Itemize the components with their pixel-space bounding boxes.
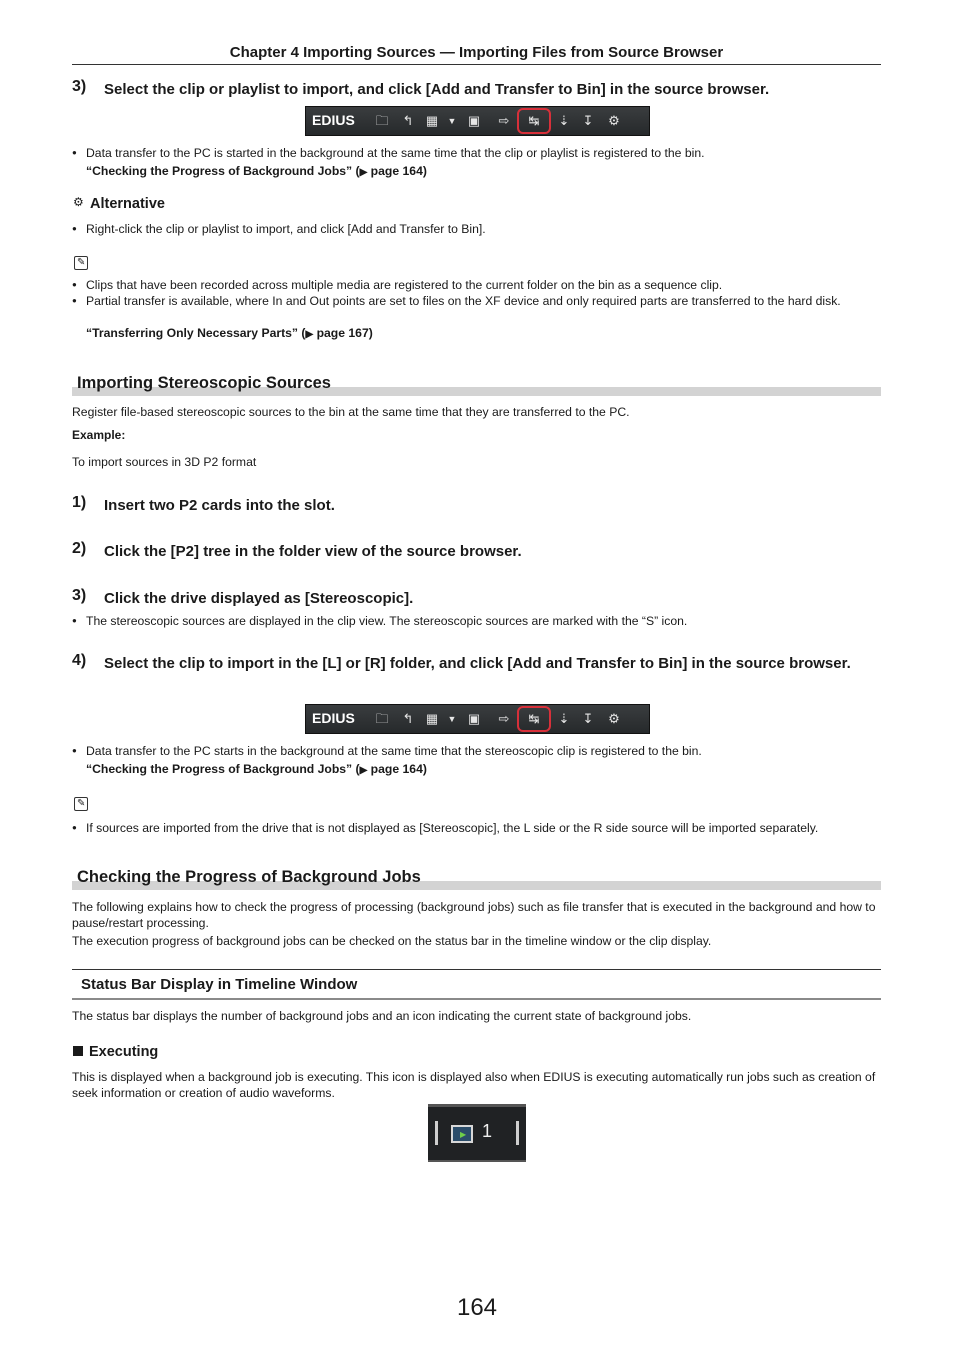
ref-page: page 164) bbox=[367, 762, 427, 776]
step-text: Insert two P2 cards into the slot. bbox=[104, 497, 335, 514]
section-heading bbox=[72, 374, 881, 396]
job-count: 1 bbox=[482, 1121, 493, 1141]
executing-heading bbox=[73, 1044, 158, 1060]
step-text: Select the clip or playlist to import, and click [Add and Transfer to Bin] in the source browser. bbox=[104, 81, 770, 98]
step-number: 3) bbox=[72, 78, 87, 95]
ref-page: page 167) bbox=[313, 326, 373, 340]
section-title: Checking the Progress of Background Jobs bbox=[77, 868, 421, 886]
download-icon: ⇣ bbox=[558, 711, 570, 726]
paragraph: The status bar displays the number of background jobs and an icon indicating the current state of background jobs. bbox=[72, 1009, 692, 1023]
cross-reference[interactable] bbox=[86, 325, 373, 343]
bullet-item: ● The stereoscopic sources are displayed in the clip view. The stereoscopic sources are marked with the “S” icon. bbox=[72, 613, 882, 629]
highlight-ring bbox=[517, 706, 551, 732]
import-icon: ↧ bbox=[582, 711, 594, 726]
highlight-ring bbox=[517, 108, 551, 134]
executing-title: Executing bbox=[89, 1044, 159, 1060]
paragraph: Register file-based stereoscopic sources to the bin at the same time that they are transferred to the PC. bbox=[72, 405, 630, 419]
separator bbox=[516, 1121, 519, 1145]
folder-icon: 🗀 bbox=[375, 711, 389, 726]
alternative-title: Alternative bbox=[90, 196, 165, 212]
section-heading bbox=[72, 868, 881, 890]
paragraph: This is displayed when a background job is executing. This icon is displayed also when EDIUS is executing automatically run jobs such as creation of seek information or creation of audio waveforms. bbox=[72, 1070, 876, 1100]
cross-reference[interactable] bbox=[86, 761, 427, 779]
add-and-transfer-icon: ↹ bbox=[528, 711, 540, 726]
arrow-icon: ▶ bbox=[359, 167, 368, 178]
step-number: 3) bbox=[72, 587, 87, 604]
bullet-item: ● Clips that have been recorded across multiple media are registered to the current folder on the bin as a sequence clip. bbox=[72, 277, 882, 293]
subsection-heading bbox=[72, 969, 881, 1000]
up-folder-icon: ↰ bbox=[402, 711, 414, 726]
note-icon: ✎ bbox=[74, 256, 88, 270]
folder-icon: 🗀 bbox=[375, 113, 389, 128]
add-to-bin-icon: ⇨ bbox=[498, 711, 510, 726]
example-text: To import sources in 3D P2 format bbox=[72, 455, 257, 469]
tools-icon: ⚙ bbox=[608, 711, 620, 726]
paragraph: The following explains how to check the progress of processing (background jobs) such as file transfer that is executed in the background and how to pause/restart processing. bbox=[72, 900, 876, 930]
download-icon: ⇣ bbox=[558, 113, 570, 128]
step-number: 2) bbox=[72, 540, 87, 557]
import-icon: ↧ bbox=[582, 113, 594, 128]
edius-logo: EDIUS bbox=[312, 710, 355, 726]
add-to-bin-icon: ⇨ bbox=[498, 113, 510, 128]
example-label: Example: bbox=[72, 428, 126, 442]
bullet-item: ● Right-click the clip or playlist to import, and click [Add and Transfer to Bin]. bbox=[72, 221, 882, 237]
dropdown-icon: ▼ bbox=[447, 116, 457, 126]
bullet-item: ● If sources are imported from the drive that is not displayed as [Stereoscopic], the L side or the R side source will be imported separately. bbox=[72, 820, 882, 836]
paragraph: The execution progress of background jobs can be checked on the status bar in the timeline window or the clip display. bbox=[72, 934, 712, 948]
ref-page: page 164) bbox=[367, 164, 427, 178]
step-text: Select the clip to import in the [L] or [R] folder, and click [Add and Transfer to Bin] in the source browser. bbox=[104, 655, 851, 672]
ref-text: “Transferring Only Necessary Parts” ( bbox=[86, 326, 306, 340]
arrow-icon: ▶ bbox=[359, 765, 368, 776]
alternative-icon: ⚙ bbox=[73, 195, 84, 209]
bullet-item: ● Data transfer to the PC starts in the background at the same time that the stereoscopic clip is registered to the bin. bbox=[72, 743, 882, 759]
section-title: Importing Stereoscopic Sources bbox=[77, 374, 331, 392]
source-browser-toolbar bbox=[305, 704, 650, 734]
bullet-item: ● Partial transfer is available, where In and Out points are set to files on the XF device and only required parts are transferred to the hard disk. bbox=[72, 293, 882, 309]
window-icon: ▣ bbox=[467, 711, 481, 726]
chapter-header: Chapter 4 Importing Sources — Importing Files from Source Browser bbox=[72, 44, 881, 65]
view-grid-icon: ▦ bbox=[425, 113, 439, 128]
square-bullet-icon bbox=[73, 1046, 83, 1056]
ref-text: “Checking the Progress of Background Jobs” ( bbox=[86, 762, 360, 776]
page-number: 164 bbox=[456, 1294, 498, 1321]
up-folder-icon: ↰ bbox=[402, 113, 414, 128]
note-icon: ✎ bbox=[74, 797, 88, 811]
source-browser-toolbar bbox=[305, 106, 650, 136]
step-number: 4) bbox=[72, 652, 87, 669]
bullet-item: ● Data transfer to the PC is started in the background at the same time that the clip or playlist is registered to the bin. bbox=[72, 145, 882, 161]
edius-logo: EDIUS bbox=[312, 112, 355, 128]
window-icon: ▣ bbox=[467, 113, 481, 128]
add-and-transfer-icon: ↹ bbox=[528, 113, 540, 128]
tools-icon: ⚙ bbox=[608, 113, 620, 128]
subsection-title: Status Bar Display in Timeline Window bbox=[81, 976, 358, 993]
status-bar-image bbox=[428, 1104, 526, 1162]
arrow-icon: ▶ bbox=[305, 329, 314, 340]
dropdown-icon: ▼ bbox=[447, 714, 457, 724]
separator bbox=[435, 1121, 438, 1145]
step-text: Click the drive displayed as [Stereoscopic]. bbox=[104, 590, 414, 607]
step-number: 1) bbox=[72, 494, 87, 511]
cross-reference[interactable] bbox=[86, 163, 427, 181]
view-grid-icon: ▦ bbox=[425, 711, 439, 726]
background-job-executing-icon: ▶ bbox=[451, 1125, 473, 1143]
ref-text: “Checking the Progress of Background Jobs” ( bbox=[86, 164, 360, 178]
step-text: Click the [P2] tree in the folder view of the source browser. bbox=[104, 543, 522, 560]
